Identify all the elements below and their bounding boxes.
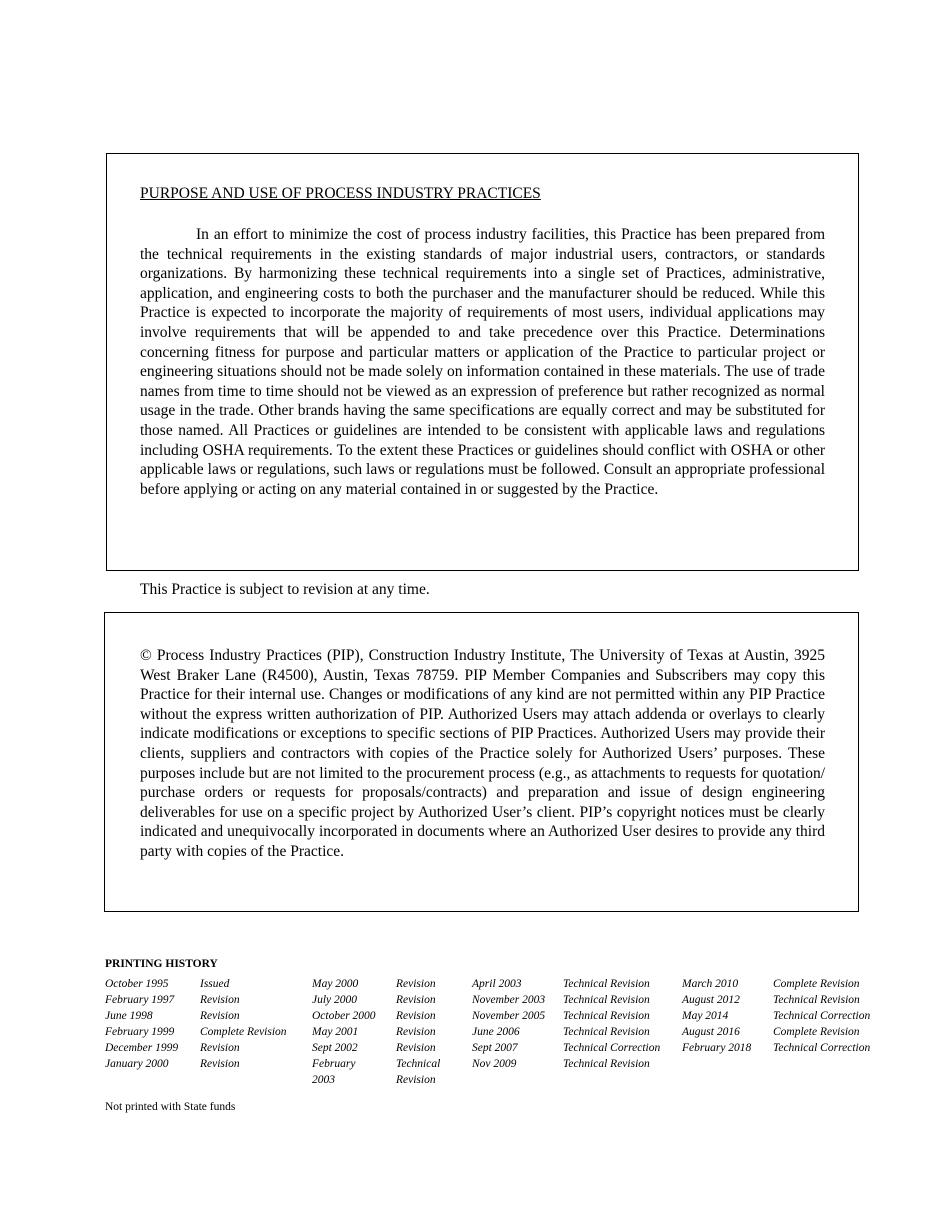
copyright-paragraph: © Process Industry Practices (PIP), Construction Industry Institute, The University of Texas at Austin, 3925 West Braker Lane (R4500), Austin, Texas 78759. PIP Member Companies and Subscribers may copy this Practice for their internal use. Changes or modifications of any kind are not permitted within any PIP Practice without the express written authorization of PIP. Authorized Users may attach addenda or overlays to clearly indicate modifications or exceptions to specific sections of PIP Practices. Authorized Users may provide their clients, suppliers and contractors with copies of the Practice solely for Authorized Users’ purposes. These purposes include but are not limited to the procurement process (e.g., as attachments to requests for quotation/ purchase orders or requests for proposals/contracts) and preparation and issue of design engineering deliverables for use on a specific project by Authorized User’s client. PIP’s copyright notices must be clearly indicated and unequivocally incorporated in documents where an Authorized User desires to provide any third party with copies of the Practice. [140,647,825,860]
history-type: Revision [200,1058,240,1070]
history-date: August 2012 [682,994,740,1006]
history-dates-column-2 [312,976,376,1088]
history-date: Sept 2002 [312,1042,358,1054]
history-date: October 2000 [312,1010,376,1022]
history-date: December 1999 [105,1042,179,1054]
history-date: May 2014 [682,1010,729,1022]
printing-history-title: PRINTING HISTORY [105,958,218,970]
footer-note: Not printed with State funds [105,1101,236,1113]
history-type: Revision [396,978,436,990]
history-date: January 2000 [105,1058,169,1070]
history-type: Technical Correction [773,1042,871,1054]
history-types-column-2 [396,976,440,1088]
history-date: May 2000 [312,978,359,990]
history-type: Complete Revision [773,1026,860,1038]
history-date: October 1995 [105,978,169,990]
history-dates-column-4 [682,976,751,1056]
purpose-paragraph: In an effort to minimize the cost of process industry facilities, this Practice has been prepared from the technical requirements in the existing standards of major industrial users, contractors, or standards organizations. By harmonizing these technical requirements into a single set of Practices, administrative, application, and engineering costs to both the purchaser and the manufacturer should be reduced. While this Practice is expected to incorporate the majority of requirements of most users, individual applications may involve requirements that will be appended to and take precedence over this Practice. Determinations concerning fitness for purpose and particular matters or application of the Practice to particular project or engineering situations should not be made solely on information contained in these materials. The use of trade names from time to time should not be viewed as an expression of preference but rather recognized as normal usage in the trade. Other brands having the same specifications are equally correct and may be substituted for those named. All Practices or guidelines are intended to be consistent with applicable laws and regulations including OSHA requirements. To the extent these Practices or guidelines should conflict with OSHA or other applicable laws or regulations, such laws or regulations must be followed. Consult an appropriate professional before applying or acting on any material contained in or suggested by the Practice. [140,226,825,498]
history-date: November 2003 [472,994,546,1006]
history-type: Revision [200,1010,240,1022]
history-date: February 1997 [105,994,175,1006]
history-type: Revision [396,1026,436,1038]
history-type: Complete Revision [200,1026,287,1038]
history-date: March 2010 [682,978,739,990]
history-date: February [312,1058,356,1070]
history-date: February 1999 [105,1026,175,1038]
history-date: Nov 2009 [472,1058,517,1070]
history-types-column-1 [200,976,287,1072]
history-date: July 2000 [312,994,358,1006]
history-date: May 2001 [312,1026,359,1038]
history-type: Revision [396,994,436,1006]
history-date: Sept 2007 [472,1042,518,1054]
history-date: June 2006 [472,1026,520,1038]
history-type: Technical Revision [563,994,650,1006]
history-date: April 2003 [472,978,522,990]
history-date: November 2005 [472,1010,546,1022]
history-type: Technical Revision [563,1026,650,1038]
history-type: Revision [396,1010,436,1022]
history-date: August 2016 [682,1026,740,1038]
history-date: June 1998 [105,1010,153,1022]
history-date: February 2018 [682,1042,752,1054]
history-dates-column-3 [472,976,545,1072]
history-type: Revision [200,1042,240,1054]
history-type: Issued [200,978,230,990]
history-types-column-3 [563,976,660,1072]
history-type: Technical Revision [563,1010,650,1022]
history-type: Revision [396,1042,436,1054]
history-type: Technical Revision [563,978,650,990]
revision-note: This Practice is subject to revision at any time. [140,581,430,598]
history-types-column-4 [773,976,870,1056]
history-type: Technical [396,1058,441,1070]
history-type: Complete Revision [773,978,860,990]
purpose-heading: PURPOSE AND USE OF PROCESS INDUSTRY PRACTICES [140,185,541,202]
history-type: Technical Correction [563,1042,661,1054]
history-type: Technical Revision [773,994,860,1006]
history-type: Technical Correction [773,1010,871,1022]
history-type: Revision [396,1074,436,1086]
history-date: 2003 [312,1074,335,1086]
history-type: Technical Revision [563,1058,650,1070]
history-dates-column-1 [105,976,178,1072]
history-type: Revision [200,994,240,1006]
